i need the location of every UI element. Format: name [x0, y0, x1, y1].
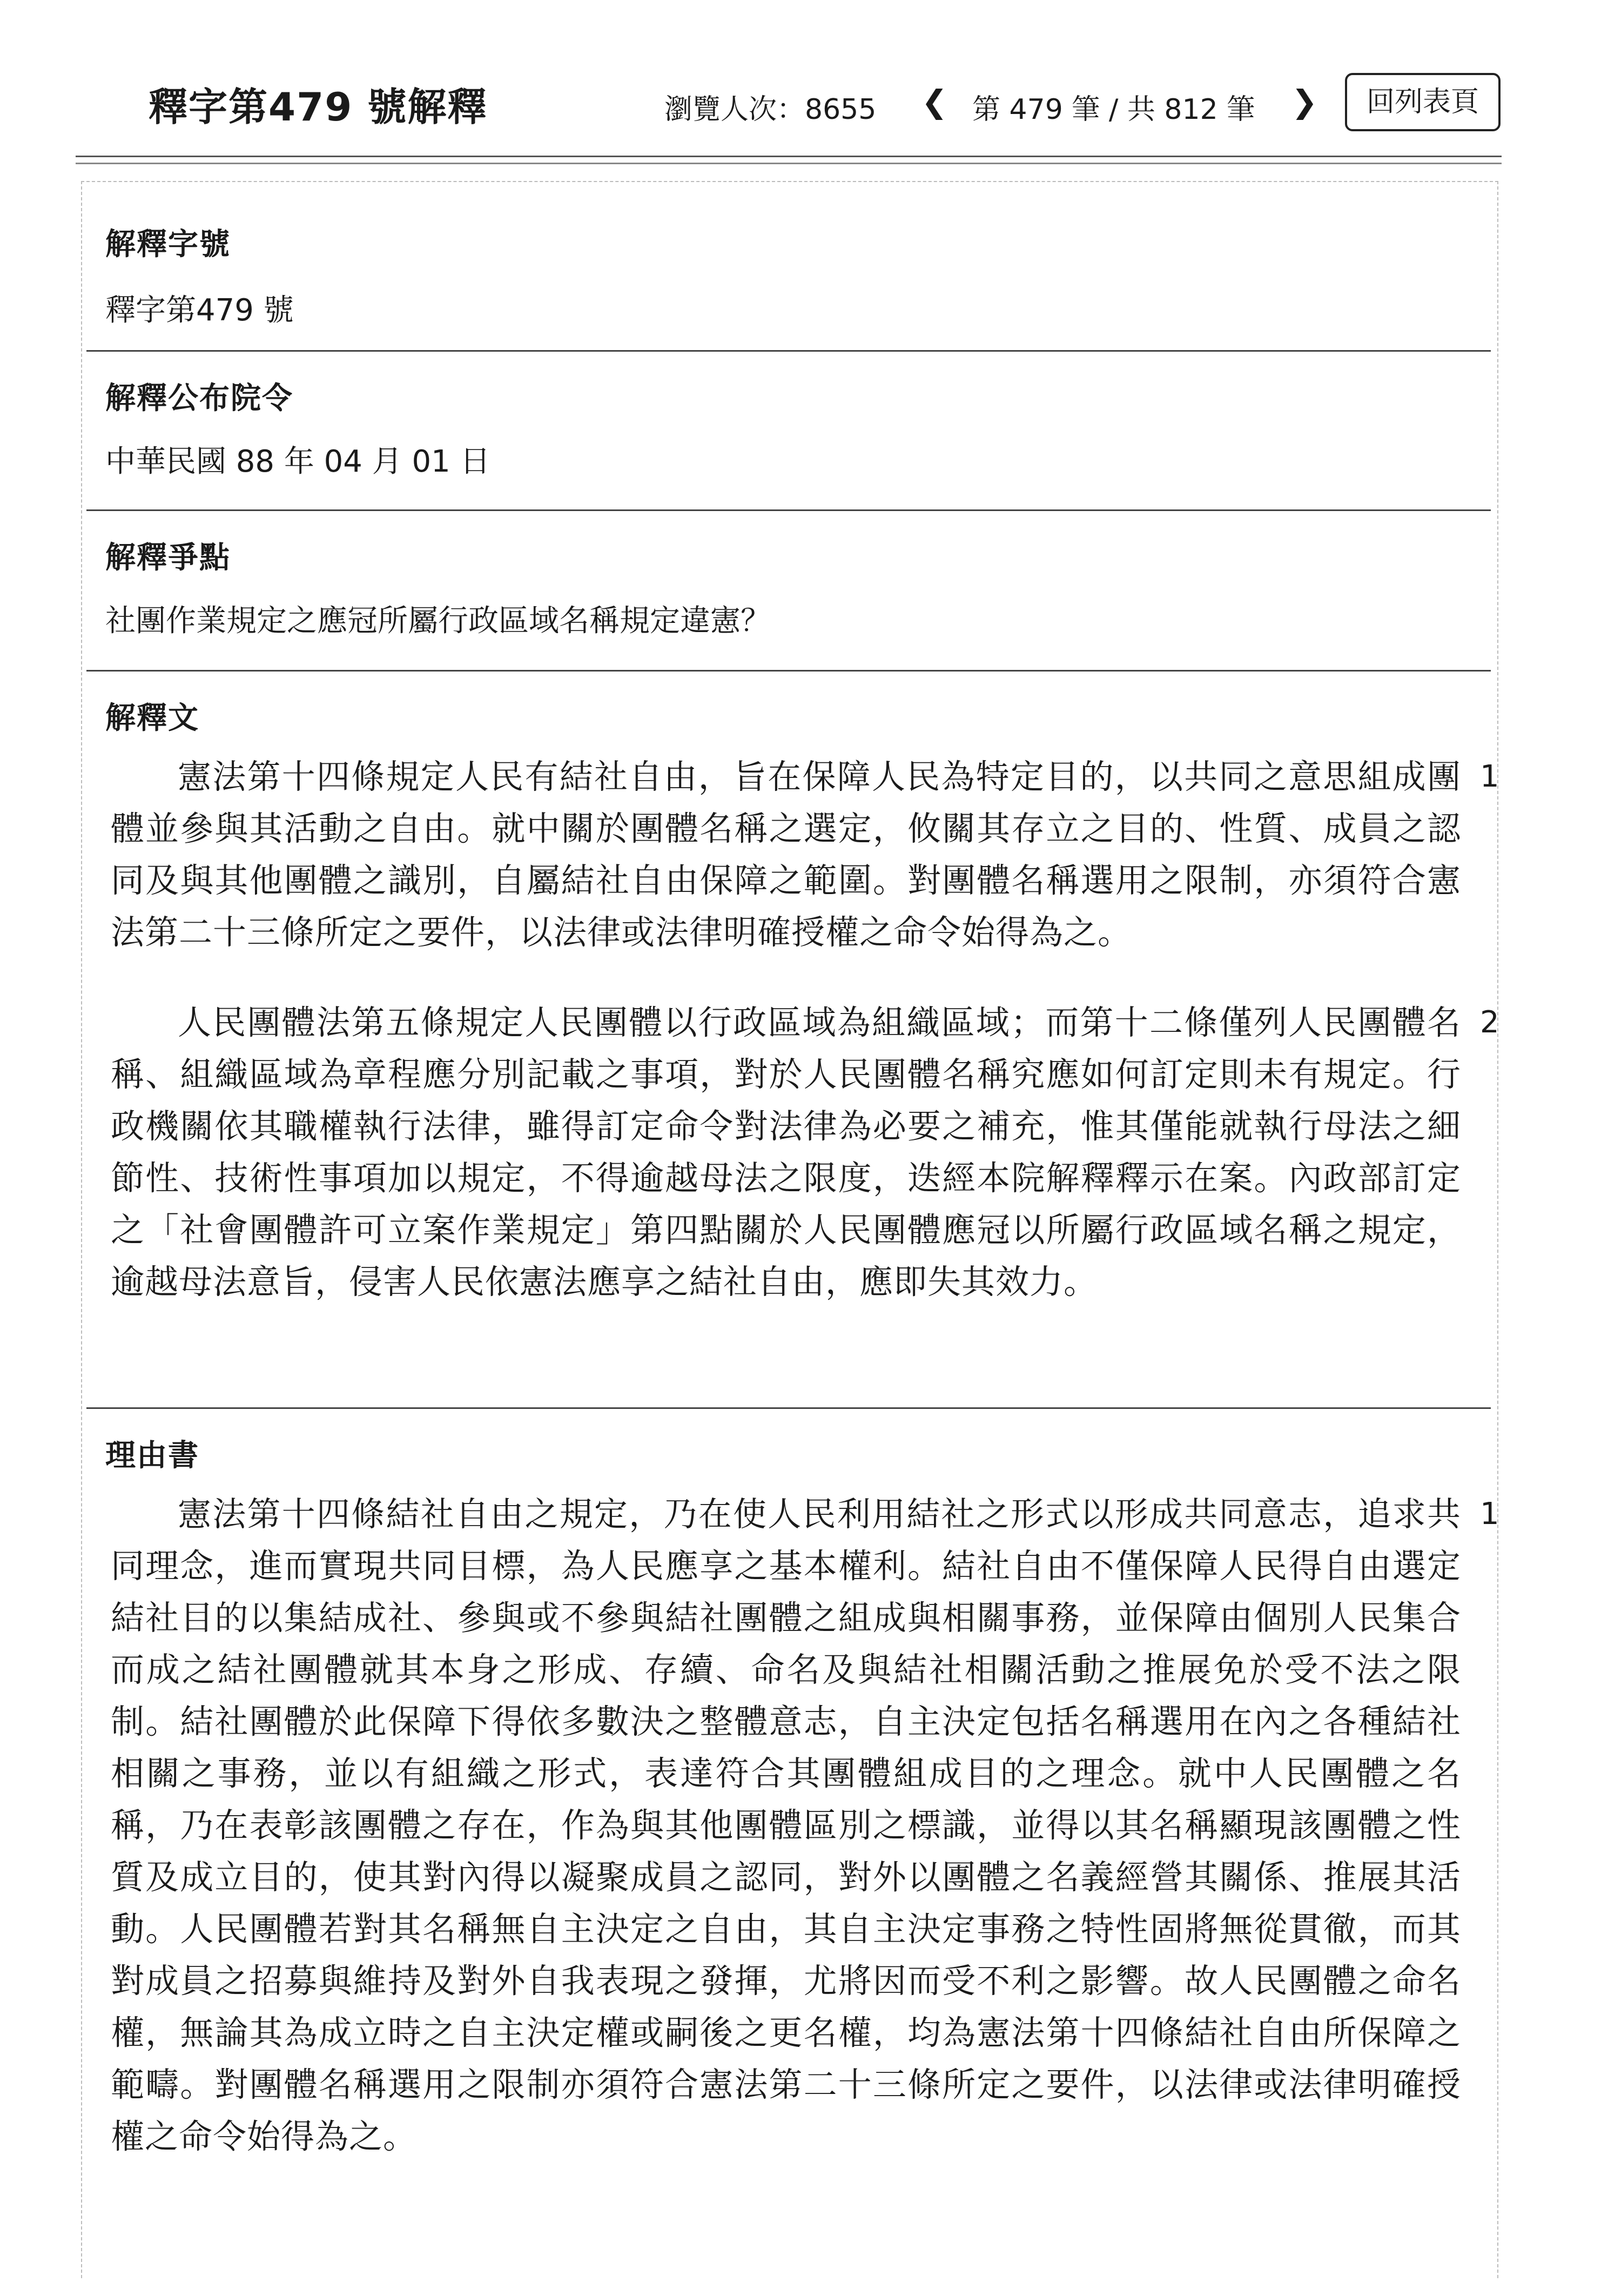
holding-paragraph-number: 1: [1480, 759, 1499, 794]
section-value-date: 中華民國 88 年 04 月 01 日: [105, 444, 490, 479]
reasoning-paragraph-number: 1: [1480, 1496, 1499, 1532]
section-divider: [86, 1407, 1491, 1409]
chevron-right-icon[interactable]: ❯: [1291, 83, 1318, 120]
back-to-list-button[interactable]: 回列表頁: [1345, 73, 1501, 131]
header-divider: [76, 156, 1502, 164]
section-divider: [86, 350, 1491, 352]
section-value-number: 釋字第479 號: [105, 293, 294, 328]
section-label-number: 解釋字號: [105, 227, 231, 262]
section-label-date: 解釋公布院令: [105, 381, 293, 416]
section-value-issue: 社團作業規定之應冠所屬行政區域名稱規定違憲？: [105, 603, 771, 639]
section-label-reasoning: 理由書: [105, 1438, 199, 1473]
section-divider: [86, 670, 1491, 672]
section-divider: [86, 509, 1491, 511]
holding-paragraph-number: 2: [1480, 1005, 1499, 1040]
holding-paragraph-1: 憲法第十四條規定人民有結社自由，旨在保障人民為特定目的，以共同之意思組成團體並參與其活動之自由。就中關於團體名稱之選定，攸關其存立之目的、性質、成員之認同及與其他團體之識別，自屬結社自由保障之範圍。對團體名稱選用之限制，亦須符合憲法第二十三條所定之要件，以法律或法律明確授權之命令始得為之。: [111, 757, 1461, 952]
chevron-left-icon[interactable]: ❮: [921, 83, 948, 120]
section-label-issue: 解釋爭點: [105, 540, 231, 575]
reasoning-paragraph-1: 憲法第十四條結社自由之規定，乃在使人民利用結社之形式以形成共同意志，追求共同理念，進而實現共同目標，為人民應享之基本權利。結社自由不僅保障人民得自由選定結社目的以集結成社、參與或不參與結社團體之組成與相關事務，並保障由個別人民集合而成之結社團體就其本身之形成、存續、命名及與結社相關活動之推展免於受不法之限制。結社團體於此保障下得依多數決之整體意志，自主決定包括名稱選用在內之各種結社相關之事務，並以有組織之形式，表達符合其團體組成目的之理念。就中人民團體之名稱，乃在表彰該團體之存在，作為與其他團體區別之標識，並得以其名稱顯現該團體之性質及成立目的，使其對內得以凝聚成員之認同，對外以團體之名義經營其關係、推展其活動。人民團體若對其名稱無自主決定之自由，其自主決定事務之特性固將無從貫徹，而其對成員之招募與維持及對外自我表現之發揮，尤將因而受不利之影響。故人民團體之命名權，無論其為成立時之自主決定權或嗣後之更名權，均為憲法第十四條結社自由所保障之範疇。對團體名稱選用之限制亦須符合憲法第二十三條所定之要件，以法律或法律明確授權之命令始得為之。: [111, 1494, 1461, 2156]
page-title: 釋字第479 號解釋: [149, 84, 488, 130]
view-count: 瀏覽人次：8655: [664, 93, 877, 126]
holding-paragraph-2: 人民團體法第五條規定人民團體以行政區域為組織區域；而第十二條僅列人民團體名稱、組織區域為章程應分別記載之事項，對於人民團體名稱究應如何訂定則未有規定。行政機關依其職權執行法律，雖得訂定命令對法律為必要之補充，惟其僅能就執行母法之細節性、技術性事項加以規定，不得逾越母法之限度，迭經本院解釋釋示在案。內政部訂定之「社會團體許可立案作業規定」第四點關於人民團體應冠以所屬行政區域名稱之規定，逾越母法意旨，侵害人民依憲法應享之結社自由，應即失其效力。: [111, 1003, 1461, 1301]
top-bar: [0, 0, 1608, 162]
section-label-holding: 解釋文: [105, 701, 199, 736]
record-position: 第 479 筆 / 共 812 筆: [972, 93, 1255, 126]
